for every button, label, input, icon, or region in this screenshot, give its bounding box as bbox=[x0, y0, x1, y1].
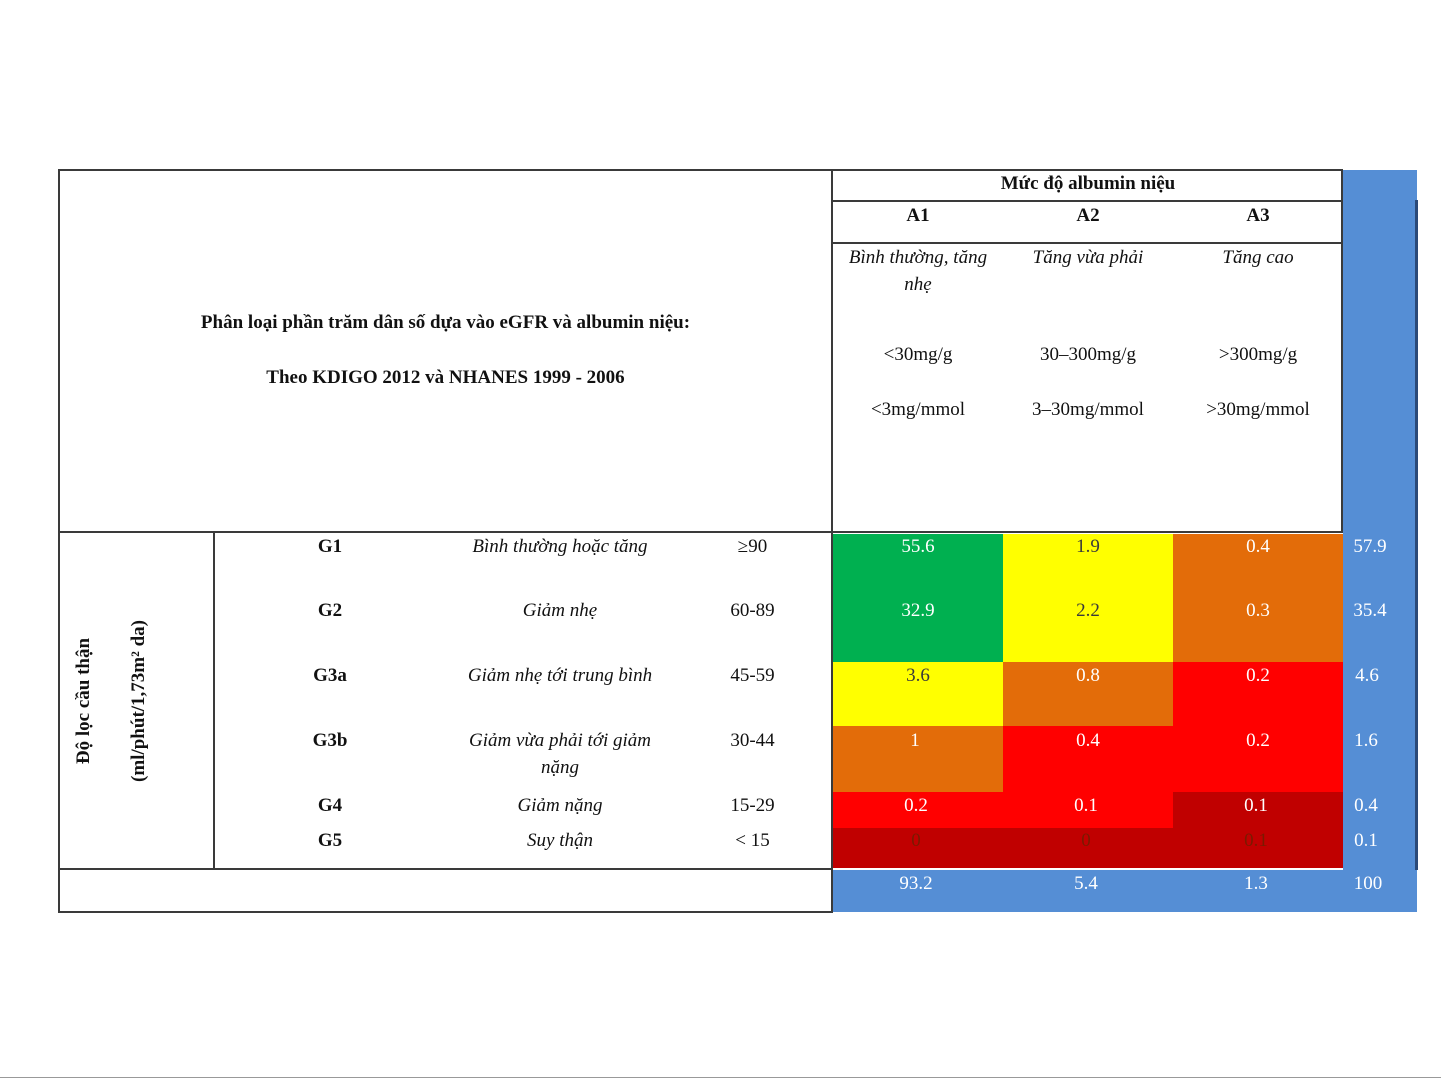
row-code-g4: G4 bbox=[317, 795, 343, 816]
row-code-g2: G2 bbox=[317, 600, 343, 621]
divider-body-totals bbox=[58, 868, 833, 870]
page-bottom-rule bbox=[0, 1077, 1441, 1078]
value-g2-a2: 2.2 bbox=[1076, 600, 1100, 621]
albumin-mg-g-a2: 30–300mg/g bbox=[1039, 344, 1137, 365]
row-desc-g3a: Giảm nhẹ tới trung bình bbox=[467, 665, 653, 686]
total-g3a: 4.6 bbox=[1355, 665, 1379, 686]
row-range-g4: 15-29 bbox=[730, 795, 775, 816]
albumin-mg-g-a1: <30mg/g bbox=[883, 344, 953, 365]
row-desc-g1: Bình thường hoặc tăng bbox=[472, 536, 648, 557]
table-border-top bbox=[58, 169, 1343, 171]
albumin-desc-a1-line2: nhẹ bbox=[904, 274, 932, 295]
column-total-a2: 5.4 bbox=[1074, 873, 1098, 894]
albumin-title: Mức độ albumin niệu bbox=[1000, 173, 1176, 194]
value-g3a-a2: 0.8 bbox=[1076, 665, 1100, 686]
row-range-g5: < 15 bbox=[735, 830, 770, 851]
albumin-desc-a1-line1: Bình thường, tăng bbox=[848, 247, 988, 268]
row-desc-g5: Suy thận bbox=[527, 830, 593, 851]
row-desc-g3b-line2: nặng bbox=[541, 757, 579, 778]
value-g5-a3: 0.1 bbox=[1244, 830, 1268, 851]
value-g4-a2: 0.1 bbox=[1074, 795, 1098, 816]
value-g3a-a1: 3.6 bbox=[906, 665, 930, 686]
row-code-g1: G1 bbox=[317, 536, 343, 557]
albumin-desc-a2: Tăng vừa phải bbox=[1032, 247, 1144, 268]
column-total-a1: 93.2 bbox=[899, 873, 933, 894]
row-desc-g4: Giảm nặng bbox=[517, 795, 603, 816]
value-g2-a1: 32.9 bbox=[901, 600, 935, 621]
gfr-axis-unit: (ml/phút/1,73m² da) bbox=[128, 620, 149, 782]
row-desc-g2: Giảm nhẹ bbox=[522, 600, 598, 621]
albumin-desc-a3: Tăng cao bbox=[1222, 247, 1294, 268]
value-g3b-a2: 0.4 bbox=[1076, 730, 1100, 751]
row-code-g5: G5 bbox=[317, 830, 343, 851]
value-g1-a3: 0.4 bbox=[1246, 536, 1270, 557]
value-g5-a1: 0 bbox=[911, 830, 921, 851]
row-desc-g3b-line1: Giảm vừa phải tới giảm bbox=[469, 730, 651, 751]
blue-col-edge bbox=[1415, 200, 1418, 870]
albumin-code-a3: A3 bbox=[1246, 205, 1270, 226]
table-border-bottom bbox=[58, 911, 833, 913]
value-g3a-a3: 0.2 bbox=[1246, 665, 1270, 686]
divider-header-body bbox=[58, 531, 1343, 533]
column-total-a3: 1.3 bbox=[1244, 873, 1268, 894]
divider-albumin-title bbox=[833, 200, 1343, 202]
row-range-g2: 60-89 bbox=[730, 600, 775, 621]
page-subtitle: Theo KDIGO 2012 và NHANES 1999 - 2006 bbox=[266, 367, 625, 388]
divider-albumin-codes bbox=[833, 242, 1343, 244]
divider-gfr-label bbox=[213, 533, 215, 869]
row-range-g1: ≥90 bbox=[737, 536, 768, 557]
table-border-left bbox=[58, 169, 60, 913]
albumin-code-a2: A2 bbox=[1076, 205, 1100, 226]
grand-total: 100 bbox=[1353, 873, 1383, 894]
total-g1: 57.9 bbox=[1353, 536, 1387, 557]
total-g5: 0.1 bbox=[1354, 830, 1378, 851]
value-g5-a2: 0 bbox=[1081, 830, 1091, 851]
value-g1-a2: 1.9 bbox=[1076, 536, 1100, 557]
row-code-g3a: G3a bbox=[313, 665, 347, 686]
albumin-code-a1: A1 bbox=[906, 205, 930, 226]
albumin-mg-g-a3: >300mg/g bbox=[1218, 344, 1298, 365]
albumin-mg-mmol-a1: <3mg/mmol bbox=[870, 399, 966, 420]
value-g3b-a3: 0.2 bbox=[1246, 730, 1270, 751]
value-g2-a3: 0.3 bbox=[1246, 600, 1270, 621]
page-title: Phân loại phần trăm dân số dựa vào eGFR và albumin niệu: bbox=[200, 312, 691, 333]
albumin-mg-mmol-a3: >30mg/mmol bbox=[1206, 399, 1310, 420]
total-g2: 35.4 bbox=[1353, 600, 1387, 621]
value-g4-a3: 0.1 bbox=[1244, 795, 1268, 816]
row-code-g3b: G3b bbox=[312, 730, 348, 751]
gfr-axis-label: Độ lọc cầu thận bbox=[73, 637, 94, 765]
row-range-g3a: 45-59 bbox=[730, 665, 775, 686]
albumin-mg-mmol-a2: 3–30mg/mmol bbox=[1032, 399, 1144, 420]
total-g4: 0.4 bbox=[1354, 795, 1378, 816]
value-g1-a1: 55.6 bbox=[901, 536, 935, 557]
row-range-g3b: 30-44 bbox=[730, 730, 775, 751]
value-g3b-a1: 1 bbox=[910, 730, 920, 751]
value-g4-a1: 0.2 bbox=[904, 795, 928, 816]
total-g3b: 1.6 bbox=[1354, 730, 1378, 751]
